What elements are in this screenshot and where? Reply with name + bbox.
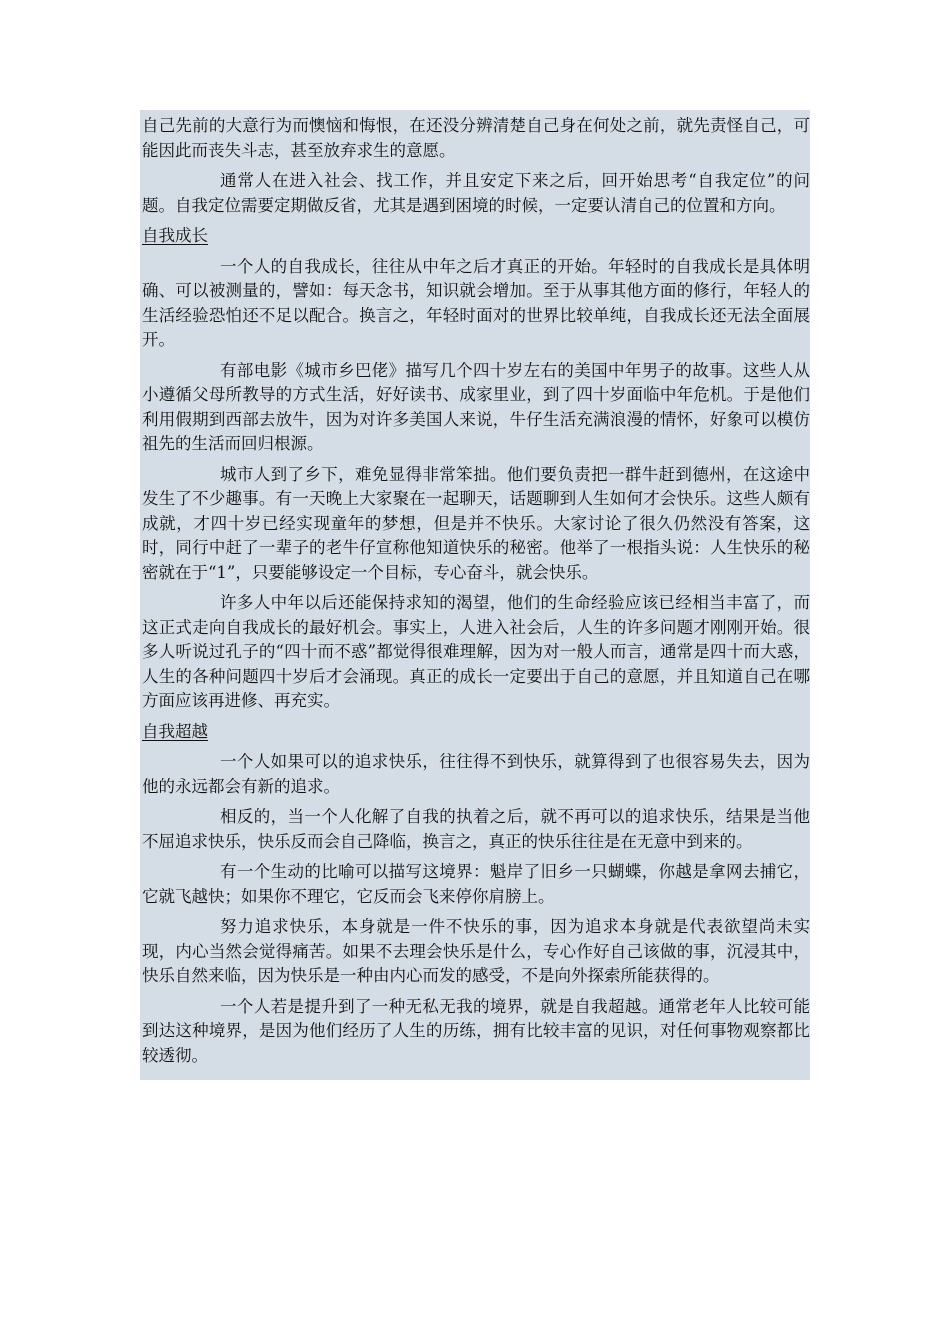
paragraph-continuation: 自己先前的大意行为而懊恼和悔恨，在还没分辨清楚自己身在何处之前，就先责怪自己，可能因此而丧失斗志，甚至放弃求生的意愿。 (142, 116, 810, 160)
paragraph-growth-intro: 一个人的自我成长，往往从中年之后才真正的开始。年轻时的自我成长是具体明确、可以被测量的，譬如：每天念书，知识就会增加。至于从事其他方面的修行，年轻人的生活经验恐怕还不足以配合。换言之，年轻时面对的世界比较单纯，自我成长还无法全面展开。 (142, 256, 810, 349)
paragraph-midlife-learning: 许多人中年以后还能保持求知的渴望，他们的生命经验应该已经相当丰富了，而这正式走向自我成长的最好机会。事实上，人进入社会后，人生的许多问题才刚刚开始。很多人听说过孔子的“四十而不惑”都觉得很难理解，因为对一般人而言，通常是四十而大惑，人生的各种问题四十岁后才会涌现。真正的成长一定要出于自己的意愿，并且知道自己在哪方面应该再进修、再充实。 (142, 593, 810, 710)
paragraph-cowboy-secret: 城市人到了乡下，难免显得非常笨拙。他们要负责把一群牛赶到德州，在这途中发生了不少趣事。有一天晚上大家聚在一起聊天，话题聊到人生如何才会快乐。这些人颇有成就，才四十岁已经实现童年的梦想，但是并不快乐。大家讨论了很久仍然没有答案，这时，同行中赶了一辈子的老牛仔宣称他知道快乐的秘密。他举了一根指头说：人生快乐的秘密就在于“1”，只要能够设定一个目标，专心奋斗，就会快乐。 (142, 464, 810, 582)
paragraph-butterfly-metaphor: 有一个生动的比喻可以描写这境界：魁岸了旧乡一只蝴蝶，你越是拿网去捕它，它就飞越快；如果你不理它，它反而会飞来停你肩膀上。 (142, 862, 810, 906)
section-heading-self-transcendence: 自我超越 (142, 721, 208, 741)
paragraph-pursuit-happiness: 一个人如果可以的追求快乐，往往得不到快乐，就算得到了也很容易失去，因为他的永远都会有新的追求。 (142, 752, 810, 796)
paragraph-inner-feeling: 努力追求快乐，本身就是一件不快乐的事，因为追求本身就是代表欲望尚未实现，内心当然会觉得痛苦。如果不去理会快乐是什么，专心作好自己该做的事，沉浸其中，快乐自然来临，因为快乐是一种由内心而发的感受，不是向外探索所能获得的。 (142, 917, 810, 985)
highlighted-text-block (140, 110, 810, 1080)
paragraph-selfless-state: 一个人若是提升到了一种无私无我的境界，就是自我超越。通常老年人比较可能到达这种境界，是因为他们经历了人生的历练，拥有比较丰富的见识，对任何事物观察都比较透彻。 (142, 996, 810, 1065)
paragraph-self-positioning: 通常人在进入社会、找工作，并且安定下来之后，回开始思考“自我定位”的问题。自我定位需要定期做反省，尤其是遇到困境的时候，一定要认清自己的位置和方向。 (142, 171, 810, 215)
paragraph-movie-story: 有部电影《城市乡巴佬》描写几个四十岁左右的美国中年男子的故事。这些人从小遵循父母所教导的方式生活，好好读书、成家里业，到了四十岁面临中年危机。于是他们利用假期到西部去放牛，因为对许多美国人来说，牛仔生活充满浪漫的情怀，好象可以模仿祖先的生活而回归根源。 (142, 360, 810, 453)
section-heading-self-growth: 自我成长 (142, 226, 208, 245)
paragraph-letting-go: 相反的，当一个人化解了自我的执着之后，就不再可以的追求快乐，结果是当他不屈追求快乐，快乐反而会自己降临，换言之，真正的快乐往往是在无意中到来的。 (142, 807, 810, 851)
